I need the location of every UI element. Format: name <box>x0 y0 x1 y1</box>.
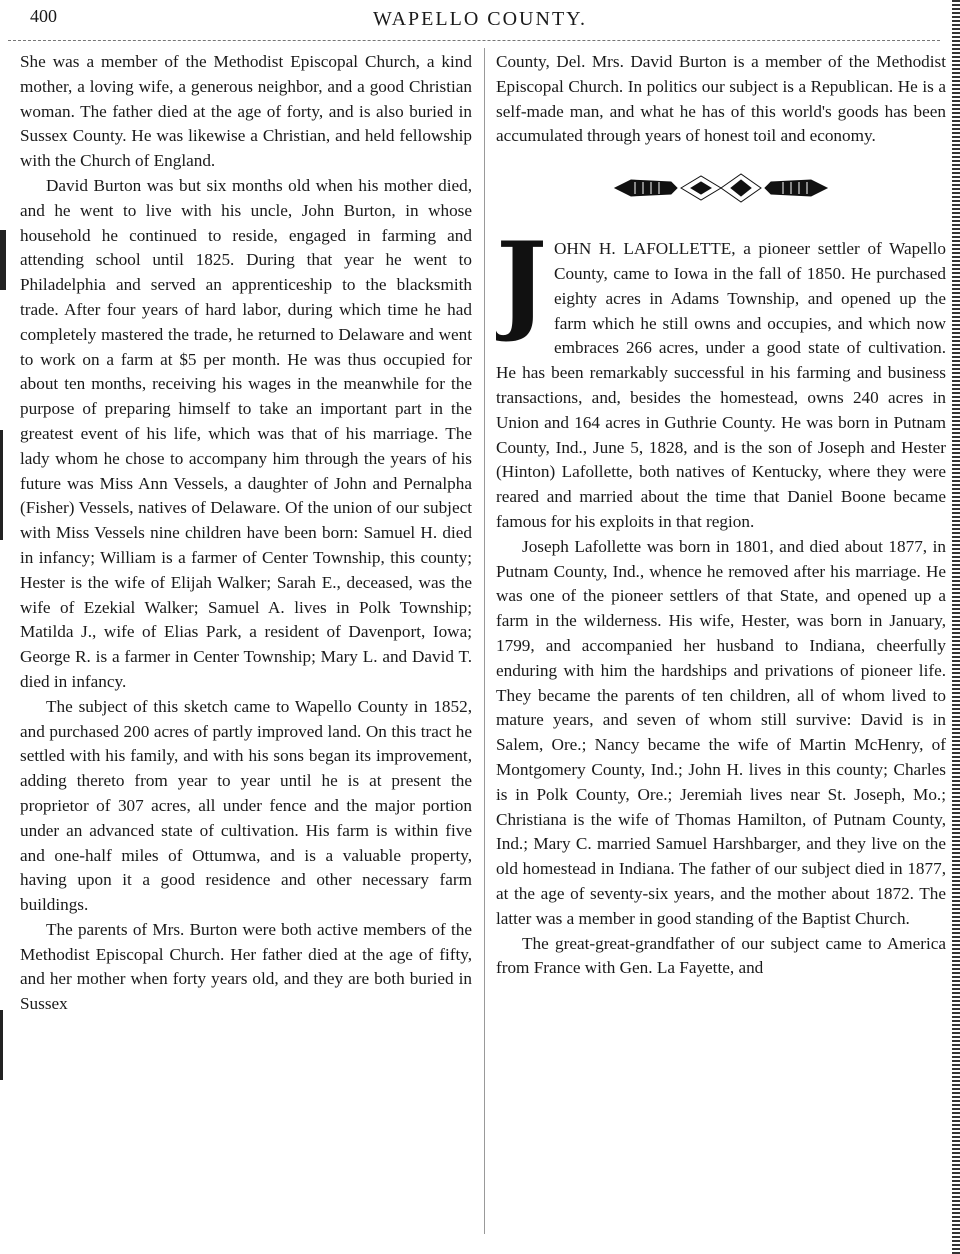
article-lafollette <box>496 219 946 981</box>
paragraph: The parents of Mrs. Burton were both active members of the Methodist Episcopal Church. Her father died at the age of fifty, and her mother when forty years old, and they are both buried in Sussex <box>20 919 472 1014</box>
margin-mark <box>0 230 6 290</box>
page-edge-binding <box>952 0 960 1254</box>
paragraph: The subject of this sketch came to Wapello County in 1852, and purchased 200 acres of partly improved land. On this tract he settled with his family, and with his sons began its improvement, adding thereto from year to year until he is at present the proprietor of 307 acres, all under fence and the major portion under an advanced state of cultivation. His farm is within five and one-half miles of Ottumwa, and is a valuable property, having upon it a good residence and other necessary farm buildings. <box>20 696 472 915</box>
paragraph: The great-great-grandfather of our subject came to America from France with Gen. La Fayette, and <box>496 933 946 978</box>
paragraph: She was a member of the Methodist Episcopal Church, a kind mother, a loving wife, a generous neighbor, and a good Christian woman. The father died at the age of forty, and is also buried in Sussex County. He was likewise a Christian, and held fellowship with the Church of England. <box>20 52 472 171</box>
paragraph: County, Del. Mrs. David Burton is a member of the Methodist Episcopal Church. In politics our subject is a Republican. He is a self-made man, and what he has of this world's goods has been accumulated through years of honest toil and economy. <box>496 52 946 146</box>
margin-mark <box>0 1010 3 1080</box>
left-column <box>20 50 472 1254</box>
section-ornament <box>496 159 946 217</box>
paragraph: Joseph Lafollette was born in 1801, and died about 1877, in Putnam County, Ind., whence he removed after his marriage. He was one of the pioneer settlers of that State, and opened up a farm in the wilderness. His wife, Hester, was born in January, 1799, and accompanied her husband to Indiana, cheerfully enduring with him the hardships and privations of pioneer life. They became the parents of ten children, all of whom lived to mature years, and seven of whom still survive: David is in Salem, Ore.; Nancy became the wife of Martin McHenry, of Montgomery County, Ind.; John H. lives in this county; Charles is in Polk County, Ore.; Jeremiah lives near St. Joseph, Mo.; Christiana is the wife of Thomas Hamilton, of Putnam County, Ind.; Mary C. married Samuel Harshbarger, and they live on the old homestead in Indiana. The father of our subject died in 1877, at the age of seventy-six years, and the mother about 1872. The latter was a member in good standing of the Baptist Church. <box>496 536 946 928</box>
drop-cap: J <box>496 219 548 346</box>
right-column <box>496 50 946 1254</box>
column-divider <box>484 48 485 1234</box>
ornament-divider-icon <box>611 168 831 208</box>
running-head: WAPELLO COUNTY. <box>372 8 588 30</box>
paragraph: David Burton was but six months old when his mother died, and he went to live with his uncle, John Burton, in whose household he continued to reside, engaged in farming and attending school until 1825. During that year he went to Philadelphia and served an apprenticeship to the blacksmith trade. After four years of hard labor, during which time he had completely mastered the trade, he returned to Delaware and went to work on a farm at $5 per month. He was thus occupied for about ten months, receiving his wages in the meanwhile for the purpose of preparing himself to take an important part in the greatest event of his life, which was that of his marriage. The lady whom he chose to accompany him through the years of his future was Miss Ann Vessels, a daughter of John and Pernalpha (Fisher) Vessels, natives of Delaware. Of the union of our subject with Miss Vessels nine children have been born: Samuel H. died in infancy; William is a farmer of Center Township, this county; Hester is the wife of Elijah Walker; Sarah E., deceased, was the wife of Ezekial Walker; Samuel A. lives in Polk Township; Matilda J., wife of Elias Park, a resident of Davenport, Iowa; George R. is a farmer in Center Township; Mary L. and David T. died in infancy. <box>20 175 472 691</box>
header-rule <box>8 40 940 41</box>
margin-mark <box>0 430 3 540</box>
paragraph: OHN H. LAFOLLETTE, a pioneer settler of Wapello County, came to Iowa in the fall of 1850. He purchased eighty acres in Adams Township, and opened up the farm which he still owns and occupies, and which now embraces 266 acres, under a good state of cultivation. He has been remarkably successful in his farming and business transactions, and, besides the homestead, owns 240 acres in Union and 164 acres in Guthrie County. He was born in Putnam County, Ind., June 5, 1828, and is the son of Joseph and Hester (Hinton) Lafollette, both natives of Kentucky, where they were reared and married about the time that Daniel Boone became famous for his exploits in that region. <box>496 239 946 531</box>
page-number: 400 <box>30 6 57 26</box>
